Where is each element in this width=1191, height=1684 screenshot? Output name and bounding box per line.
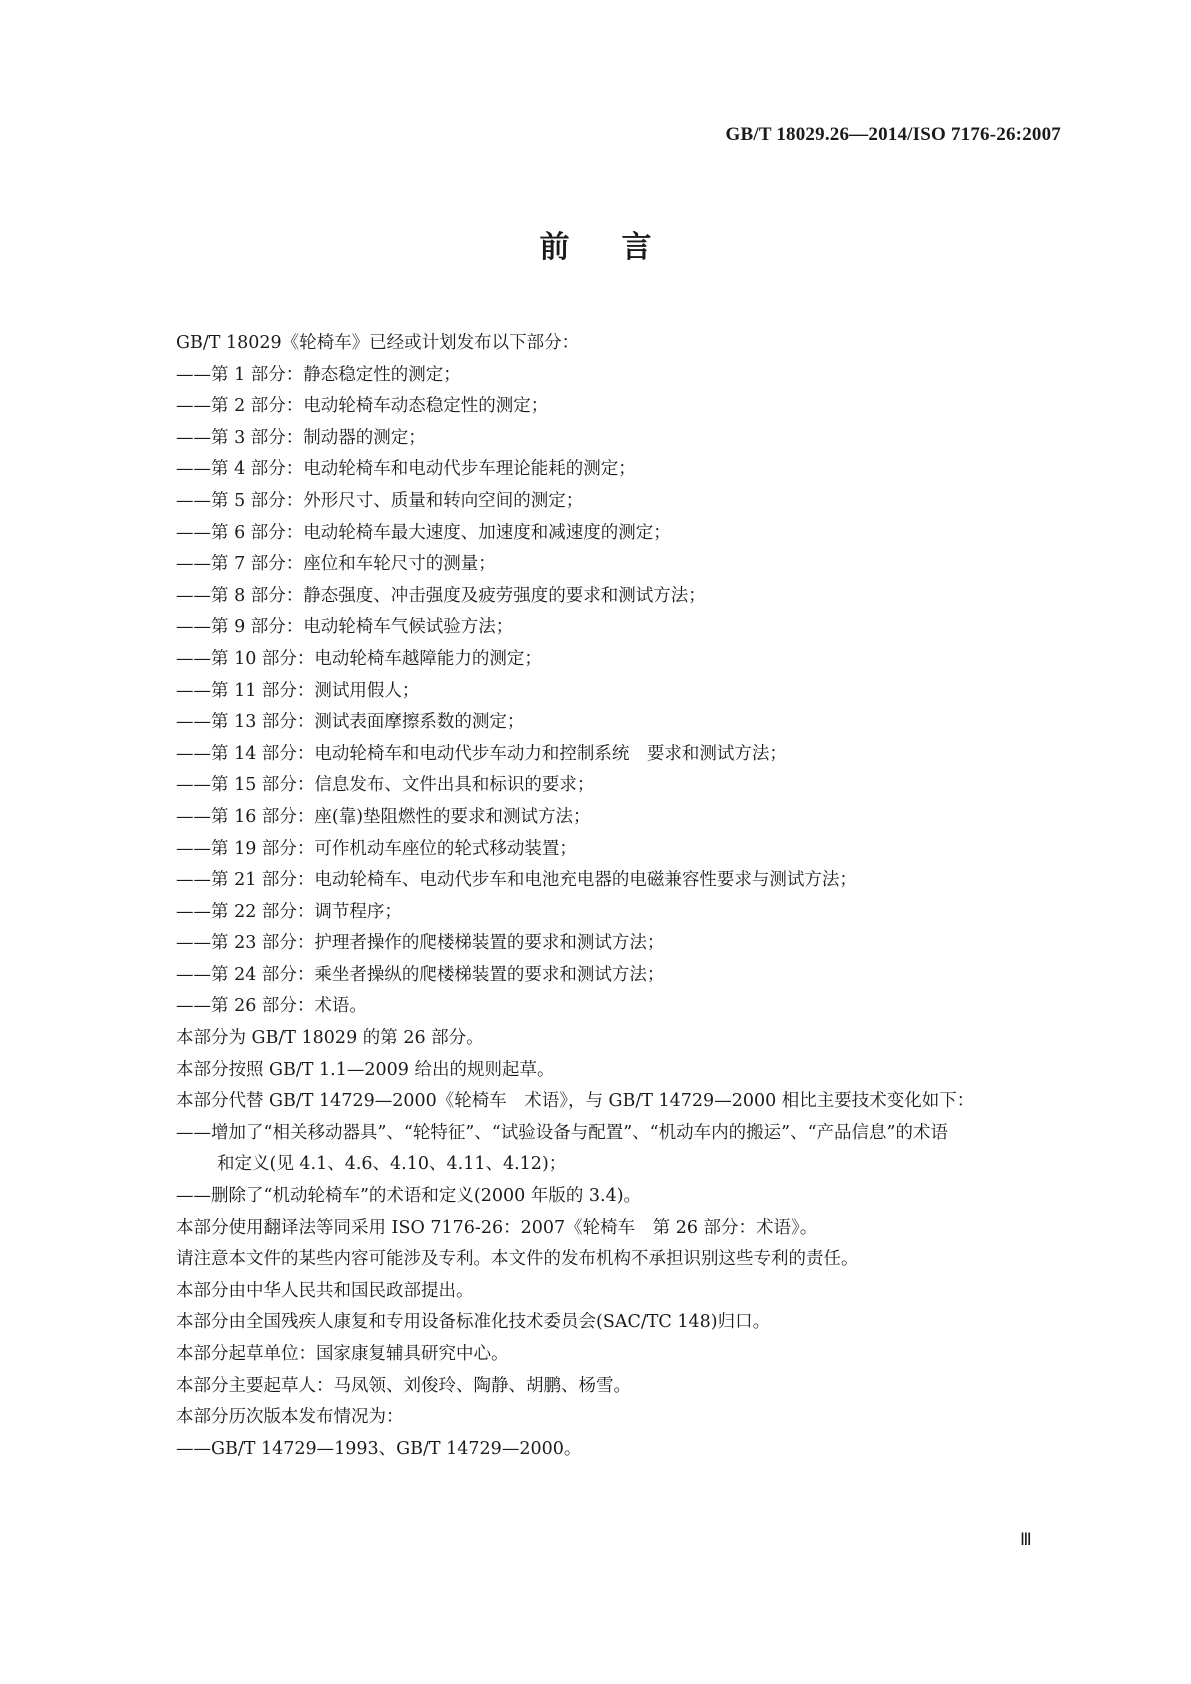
list-item: ——第 8 部分：静态强度、冲击强度及疲劳强度的要求和测试方法； xyxy=(176,585,706,606)
list-item: ——第 11 部分：测试用假人； xyxy=(176,680,420,701)
paragraph: 请注意本文件的某些内容可能涉及专利。本文件的发布机构不承担识别这些专利的责任。 xyxy=(176,1249,859,1270)
page-title xyxy=(0,222,1191,266)
list-item: ——第 16 部分：座(靠)垫阻燃性的要求和测试方法； xyxy=(176,806,591,827)
list-item: ——第 15 部分：信息发布、文件出具和标识的要求； xyxy=(176,775,595,796)
list-item: ——第 10 部分：电动轮椅车越障能力的测定； xyxy=(176,648,542,669)
paragraph: 本部分历次版本发布情况为： xyxy=(176,1407,404,1428)
page-number: Ⅲ xyxy=(1020,1530,1032,1549)
title-char-2: 言 xyxy=(621,230,652,265)
list-item: ——第 22 部分：调节程序； xyxy=(176,901,402,922)
list-item: ——删除了“机动轮椅车”的术语和定义(2000 年版的 3.4)。 xyxy=(176,1186,642,1207)
list-item: ——第 23 部分：护理者操作的爬楼梯装置的要求和测试方法； xyxy=(176,933,665,954)
list-item: ——第 2 部分：电动轮椅车动态稳定性的测定； xyxy=(176,396,549,417)
list-item: ——第 26 部分：术语。 xyxy=(176,996,367,1017)
list-item: ——第 4 部分：电动轮椅车和电动代步车理论能耗的测定； xyxy=(176,459,636,480)
foreword-body xyxy=(176,328,1076,1465)
list-item: ——第 24 部分：乘坐者操纵的爬楼梯装置的要求和测试方法； xyxy=(176,964,665,985)
list-item: ——第 9 部分：电动轮椅车气候试验方法； xyxy=(176,617,514,638)
list-item: ——第 1 部分：静态稳定性的测定； xyxy=(176,364,461,385)
list-item: ——第 5 部分：外形尺寸、质量和转向空间的测定； xyxy=(176,490,584,511)
paragraph: 本部分为 GB/T 18029 的第 26 部分。 xyxy=(176,1028,484,1049)
list-item: ——第 21 部分：电动轮椅车、电动代步车和电池充电器的电磁兼容性要求与测试方法； xyxy=(176,870,857,891)
list-item-continuation: 和定义(见 4.1、4.6、4.10、4.11、4.12)； xyxy=(217,1154,567,1175)
paragraph: 本部分按照 GB/T 1.1—2009 给出的规则起草。 xyxy=(176,1059,555,1080)
paragraph: 本部分主要起草人：马凤领、刘俊玲、陶静、胡鹏、杨雪。 xyxy=(176,1375,631,1396)
list-item: ——第 13 部分：测试表面摩擦系数的测定； xyxy=(176,712,525,733)
list-item: ——第 14 部分：电动轮椅车和电动代步车动力和控制系统 要求和测试方法； xyxy=(176,743,787,764)
list-item: ——第 6 部分：电动轮椅车最大速度、加速度和减速度的测定； xyxy=(176,522,671,543)
paragraph: 本部分代替 GB/T 14729—2000《轮椅车 术语》，与 GB/T 14729—2000 相比主要技术变化如下： xyxy=(176,1091,975,1112)
list-item: ——第 3 部分：制动器的测定； xyxy=(176,427,426,448)
paragraph: 本部分起草单位：国家康复辅具研究中心。 xyxy=(176,1344,509,1364)
paragraph: 本部分由中华人民共和国民政部提出。 xyxy=(176,1280,474,1301)
paragraph: 本部分使用翻译法等同采用 ISO 7176-26：2007《轮椅车 第 26 部分：术语》。 xyxy=(176,1217,818,1238)
paragraph: 本部分由全国残疾人康复和专用设备标准化技术委员会(SAC/TC 148)归口。 xyxy=(176,1312,771,1333)
list-item: ——第 19 部分：可作机动车座位的轮式移动装置； xyxy=(176,838,577,859)
list-item: ——第 7 部分：座位和车轮尺寸的测量； xyxy=(176,554,496,575)
standard-code: GB/T 18029.26—2014/ISO 7176-26:2007 xyxy=(725,124,1061,145)
list-item: ——GB/T 14729—1993、GB/T 14729—2000。 xyxy=(176,1438,582,1459)
title-char-1: 前 xyxy=(539,230,570,265)
intro-paragraph: GB/T 18029《轮椅车》已经或计划发布以下部分： xyxy=(176,333,580,353)
list-item: ——增加了“相关移动器具”、“轮特征”、“试验设备与配置”、“机动车内的搬运”、“产品信息”的术语 xyxy=(176,1122,948,1143)
